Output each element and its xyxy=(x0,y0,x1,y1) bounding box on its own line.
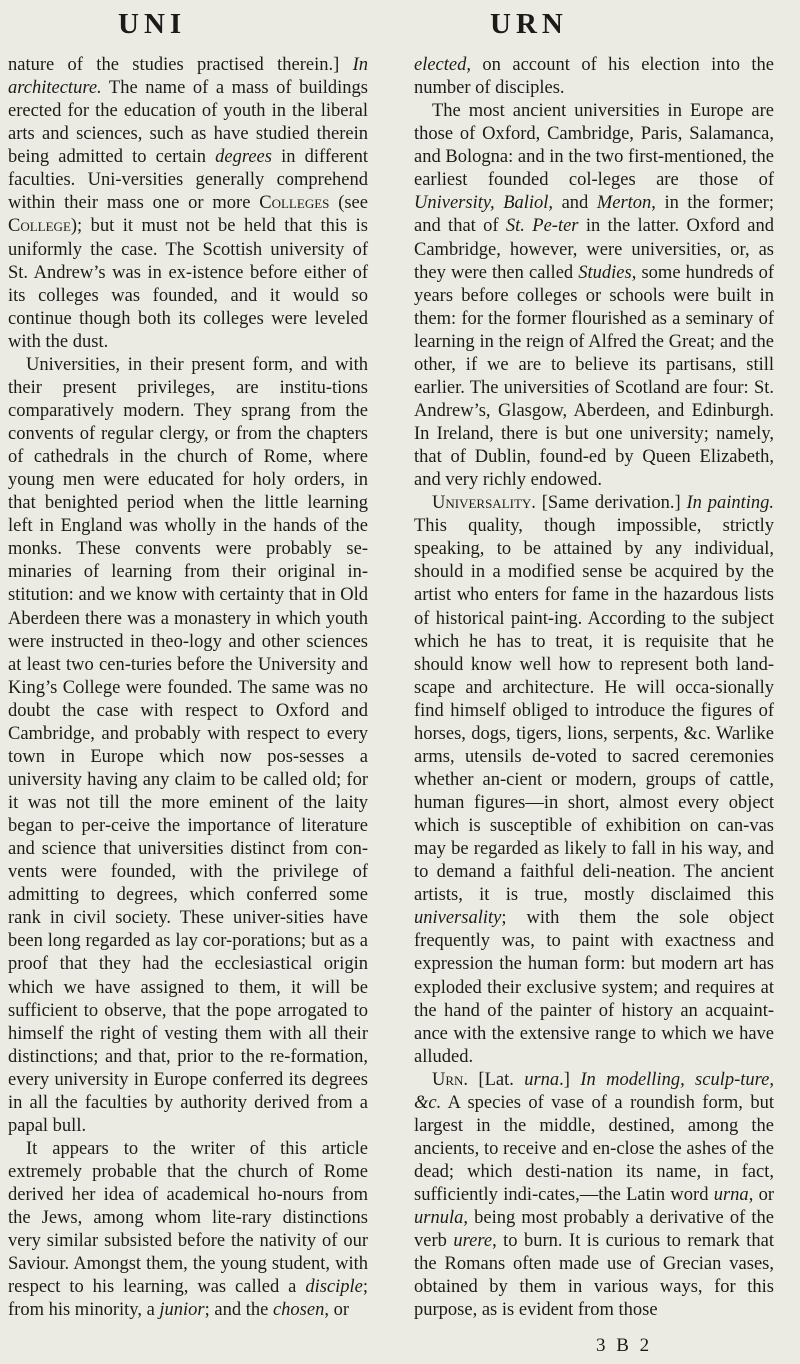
italic-text: chosen xyxy=(272,1300,325,1321)
entry-headword: Universality xyxy=(432,493,532,514)
body-text: , some hundreds of years before colleges or schools were built in them: for the former flourished as a seminary of learning in the reign of Alfred the Great; and the other, if we are to believe its partisans, still earlier. The universities of Scotland are four: St. Andrew’s, Glasgow, Aberdeen, and Edinburgh. In Ireland, there is but one university; namely, that of Dublin, found-ed by Queen Elizabeth, and very richly endowed. xyxy=(414,262,774,491)
body-text: It appears to the writer of this article extremely probable that the church of Rome derived her idea of academical ho-nours from the Jews, among whom lite-rary distinctions very similar subsisted before the nativity of our Saviour. Amongst them, the young student, with respect to his learning, was called a xyxy=(8,1138,368,1298)
article-paragraph xyxy=(8,354,368,1138)
italic-text: St. Pe-ter xyxy=(505,216,579,237)
body-text: (see xyxy=(329,193,368,214)
body-text: .] xyxy=(559,1069,581,1090)
italic-text: disciple xyxy=(305,1277,363,1298)
article-paragraph xyxy=(414,1069,774,1323)
article-paragraph xyxy=(414,100,774,492)
body-text: , being most probably a derivative of the verb xyxy=(414,1208,774,1252)
body-text: ; from his minority, a xyxy=(8,1277,368,1321)
body-text: nature of the studies practised therein.] xyxy=(8,55,353,75)
italic-text: elected xyxy=(414,55,467,75)
body-text: ; with them the sole object frequently was, to paint with exactness and expression the human form: but modern art has exploded their exclusive system; and requires at the hand of the painter of history an acquaint-ance with the extensive range to which we have alluded. xyxy=(414,908,774,1067)
body-text: in different faculties. Uni-versities generally comprehend within their mass one or more xyxy=(8,147,368,214)
entry-headword: Colleges xyxy=(259,193,330,214)
body-text: , in the former; and that of xyxy=(414,193,774,237)
article-paragraph xyxy=(414,54,774,100)
italic-text: In modelling, sculp-ture, &c. xyxy=(414,1069,775,1113)
italic-text: University, Baliol, xyxy=(414,193,554,214)
body-text: . [Lat. xyxy=(463,1069,525,1090)
entry-headword: College xyxy=(8,216,71,237)
body-text: The most ancient universities in Europe are those of Oxford, Cambridge, Paris, Salamanca, and Bologna: and in the two first-mentioned, the earliest founded col-leges are those of xyxy=(414,101,774,191)
running-head-left: UNI xyxy=(118,8,187,40)
italic-text: urna xyxy=(524,1069,560,1090)
italic-text: In painting. xyxy=(686,493,774,514)
body-text: The name of a mass of buildings erected for the education of youth in the liberal arts and sciences, such as have studied therein being admitted to certain xyxy=(8,78,368,168)
italic-text: junior xyxy=(159,1300,205,1321)
italic-text: universality xyxy=(414,908,502,929)
right-column xyxy=(414,54,774,1322)
article-paragraph xyxy=(8,1138,368,1323)
body-text: This quality, though impossible, strictly speaking, to be attained by any individual, should in a modified sense be acquired by the artist who enters for fame in the hazardous lists of historical paint-ing. According to the subject which he has to treat, it is requisite that he should know well how to represent both land-scape and architecture. He will occa-sionally find himself obliged to introduce the figures of horses, dogs, tigers, lions, serpents, &c. Warlike arms, utensils de-voted to sacred ceremonies whether an-cient or modern, groups of cattle, human figures—in short, almost every object which is susceptible of exhibition on can-vas may be regarded as likely to fall in his way, and to demand a faithful deli-neation. The ancient artists, it is true, mostly disclaimed this xyxy=(414,516,774,906)
italic-text: Studies xyxy=(578,262,632,283)
italic-text: In architecture. xyxy=(8,55,368,99)
body-text: , to burn. It is curious to remark that the Romans often made use of Grecian vases, obtained by them in various ways, for this purpose, as is evident from those xyxy=(414,1231,775,1321)
body-text: . [Same derivation.] xyxy=(531,493,687,514)
italic-text: urere xyxy=(453,1231,493,1252)
article-paragraph xyxy=(8,54,368,354)
signature-mark: 3 B 2 xyxy=(596,1335,653,1356)
body-text: ); but it must not be held that this is uniformly the case. The Scottish university of St. Andrew’s was in ex-istence before either of its colleges was founded, and it would so continue though both its colleges were leveled with the dust. xyxy=(8,216,368,352)
running-head-right: URN xyxy=(490,8,568,40)
body-text: , or xyxy=(324,1300,350,1321)
italic-text: urnula xyxy=(414,1208,464,1229)
body-text: A species of vase of a roundish form, but largest in the middle, destined, among the ancients, to receive and en-close the ashes of the dead; which desti-nation its name, in fact, sufficiently indi-cates,—the Latin word xyxy=(414,1092,774,1206)
body-text: , or xyxy=(748,1185,774,1206)
body-text: , on account of his election into the number of disciples. xyxy=(414,55,774,99)
body-text: ; and the xyxy=(204,1300,273,1321)
entry-headword: Urn xyxy=(432,1069,464,1090)
italic-text: degrees xyxy=(215,147,272,168)
italic-text: Merton xyxy=(596,193,652,214)
left-column xyxy=(8,54,368,1322)
body-text: in the latter. Oxford and Cambridge, however, were universities, or, as they were then called xyxy=(414,216,774,283)
italic-text: urna xyxy=(713,1185,749,1206)
body-text: Universities, in their present form, and with their present privileges, are institu-tions comparatively modern. They sprang from the convents of regular clergy, or from the chapters of cathedrals in the church of Rome, where young men were educated for holy orders, in that benighted period when the little learning left in England was wholly in the hands of the monks. These convents were probably se-minaries of learning from their original in-stitution: and we know with certainty that in Old Aberdeen there was a monastery in which youth were instructed in theo-logy and other sciences at least two cen-turies before the University and King’s College were founded. The same was no doubt the case with respect to Oxford and Cambridge, and probably with respect to every town in Europe which now pos-sesses a university having any claim to be called old; for it was not till the more eminent of the laity began to per-ceive the importance of literature and science that universities distinct from con-vents were founded, with the privilege of admitting to degrees, which conferred some rank in civil society. These univer-sities have been long regarded as lay cor-porations; but as a proof that they had the ecclesiastical origin which we have assigned to them, it will be sufficient to observe, that the pope arrogated to himself the right of vesting them with all their distinctions; and that, prior to the re-formation, every university in Europe conferred its degrees in all the faculties by authority derived from a papal bull. xyxy=(8,354,368,1136)
body-text: and xyxy=(553,193,597,214)
article-paragraph xyxy=(414,492,774,1069)
